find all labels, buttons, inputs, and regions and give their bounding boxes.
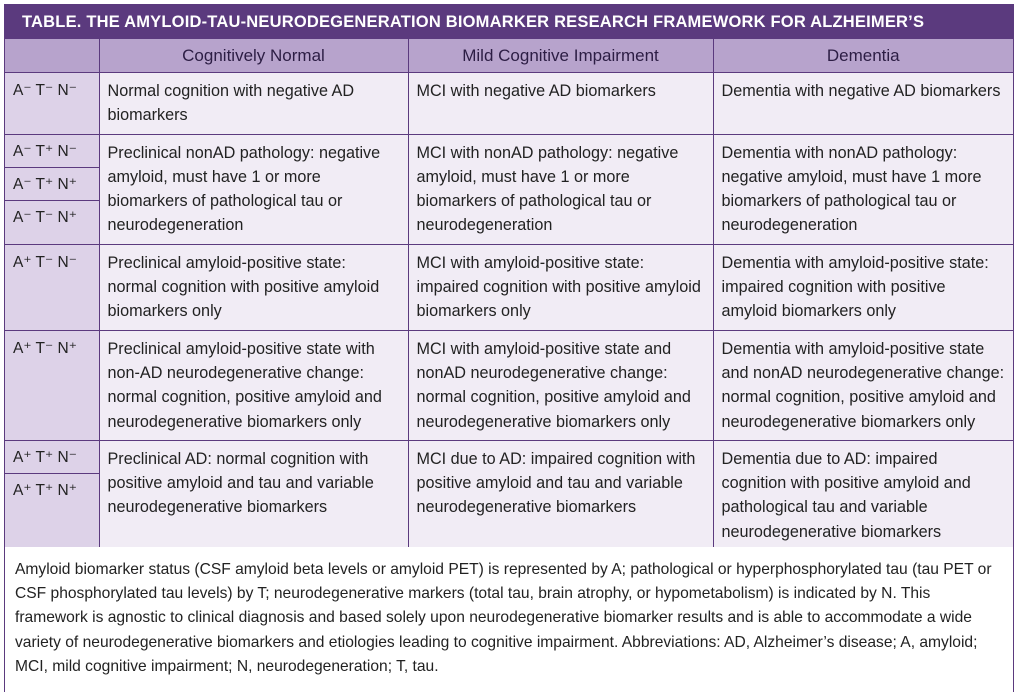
header-dementia: Dementia	[713, 39, 1013, 73]
cell-mci: MCI with nonAD pathology: negative amyloid, must have 1 or more biomarkers of pathological tau or neurodegeneration	[408, 134, 713, 244]
cell-mci: MCI with negative AD biomarkers	[408, 73, 713, 135]
cell-mci: MCI with amyloid-positive state: impaired cognition with positive amyloid biomarkers only	[408, 244, 713, 330]
cell-dementia: Dementia with nonAD pathology: negative amyloid, must have 1 more biomarkers of pathological tau or neurodegeneration	[713, 134, 1013, 244]
biomarker-code-cell	[5, 73, 99, 135]
biomarker-code: A⁺ T⁻ N⁻	[13, 253, 77, 271]
table-frame	[4, 4, 1014, 692]
biomarker-code: A⁻ T⁻ N⁻	[13, 82, 77, 99]
cell-dementia: Dementia with negative AD biomarkers	[713, 73, 1013, 135]
table-title: TABLE. THE AMYLOID-TAU-NEURODEGENERATION BIOMARKER RESEARCH FRAMEWORK FOR ALZHEIMER’S	[5, 5, 1013, 39]
biomarker-code-cell	[5, 440, 99, 553]
cell-normal: Preclinical amyloid-positive state: normal cognition with positive amyloid biomarkers only	[99, 244, 408, 330]
table-row	[5, 440, 1013, 553]
biomarker-code-cell	[5, 244, 99, 330]
cell-mci: MCI due to AD: impaired cognition with positive amyloid and tau and variable neurodegenerative biomarkers	[408, 440, 713, 553]
header-code	[5, 39, 99, 73]
cell-normal: Preclinical nonAD pathology: negative amyloid, must have 1 or more biomarkers of pathological tau or neurodegeneration	[99, 134, 408, 244]
cell-normal: Preclinical AD: normal cognition with positive amyloid and tau and variable neurodegenerative biomarkers	[99, 440, 408, 553]
header-cognitively-normal: Cognitively Normal	[99, 39, 408, 73]
table-row	[5, 244, 1013, 330]
cell-mci: MCI with amyloid-positive state and nonAD neurodegenerative change: normal cognition, positive amyloid and neurodegenerative biomarkers only	[408, 330, 713, 440]
biomarker-code-cell	[5, 134, 99, 244]
table-row	[5, 73, 1013, 135]
biomarker-code: A⁻ T⁺ N⁻	[5, 135, 99, 168]
biomarker-code: A⁻ T⁻ N⁺	[13, 208, 77, 226]
header-row	[5, 39, 1013, 73]
biomarker-table	[5, 39, 1013, 554]
table-row	[5, 330, 1013, 440]
cell-dementia: Dementia with amyloid-positive state: impaired cognition with positive amyloid biomarkers only	[713, 244, 1013, 330]
biomarker-code: A⁺ T⁺ N⁻	[5, 441, 99, 474]
biomarker-code: A⁺ T⁻ N⁺	[13, 339, 77, 357]
header-mci: Mild Cognitive Impairment	[408, 39, 713, 73]
table-footnote: Amyloid biomarker status (CSF amyloid beta levels or amyloid PET) is represented by A; pathological or hyperphosphorylated tau (tau PET or CSF phosphorylated tau levels) by T; neurodegenerative markers (total tau, brain atrophy, or hypometabolism) is indicated by N. This framework is agnostic to clinical diagnosis and based solely upon neurodegenerative biomarker results and is able to accommodate a wide variety of neurodegenerative biomarkers and etiologies leading to cognitive impairment. Abbreviations: AD, Alzheimer’s disease; A, amyloid; MCI, mild cognitive impairment; N, neurodegeneration; T, tau.	[5, 547, 1013, 693]
cell-normal: Preclinical amyloid-positive state with non-AD neurodegenerative change: normal cognition, positive amyloid and neurodegenerative biomarkers only	[99, 330, 408, 440]
biomarker-code: A⁺ T⁺ N⁺	[13, 481, 77, 499]
biomarker-code: A⁻ T⁺ N⁺	[5, 168, 99, 201]
cell-dementia: Dementia due to AD: impaired cognition with positive amyloid and pathological tau and variable neurodegenerative biomarkers	[713, 440, 1013, 553]
biomarker-code-cell	[5, 330, 99, 440]
table-row	[5, 134, 1013, 244]
cell-dementia: Dementia with amyloid-positive state and nonAD neurodegenerative change: normal cognition, positive amyloid and neurodegenerative biomarkers only	[713, 330, 1013, 440]
cell-normal: Normal cognition with negative AD biomarkers	[99, 73, 408, 135]
